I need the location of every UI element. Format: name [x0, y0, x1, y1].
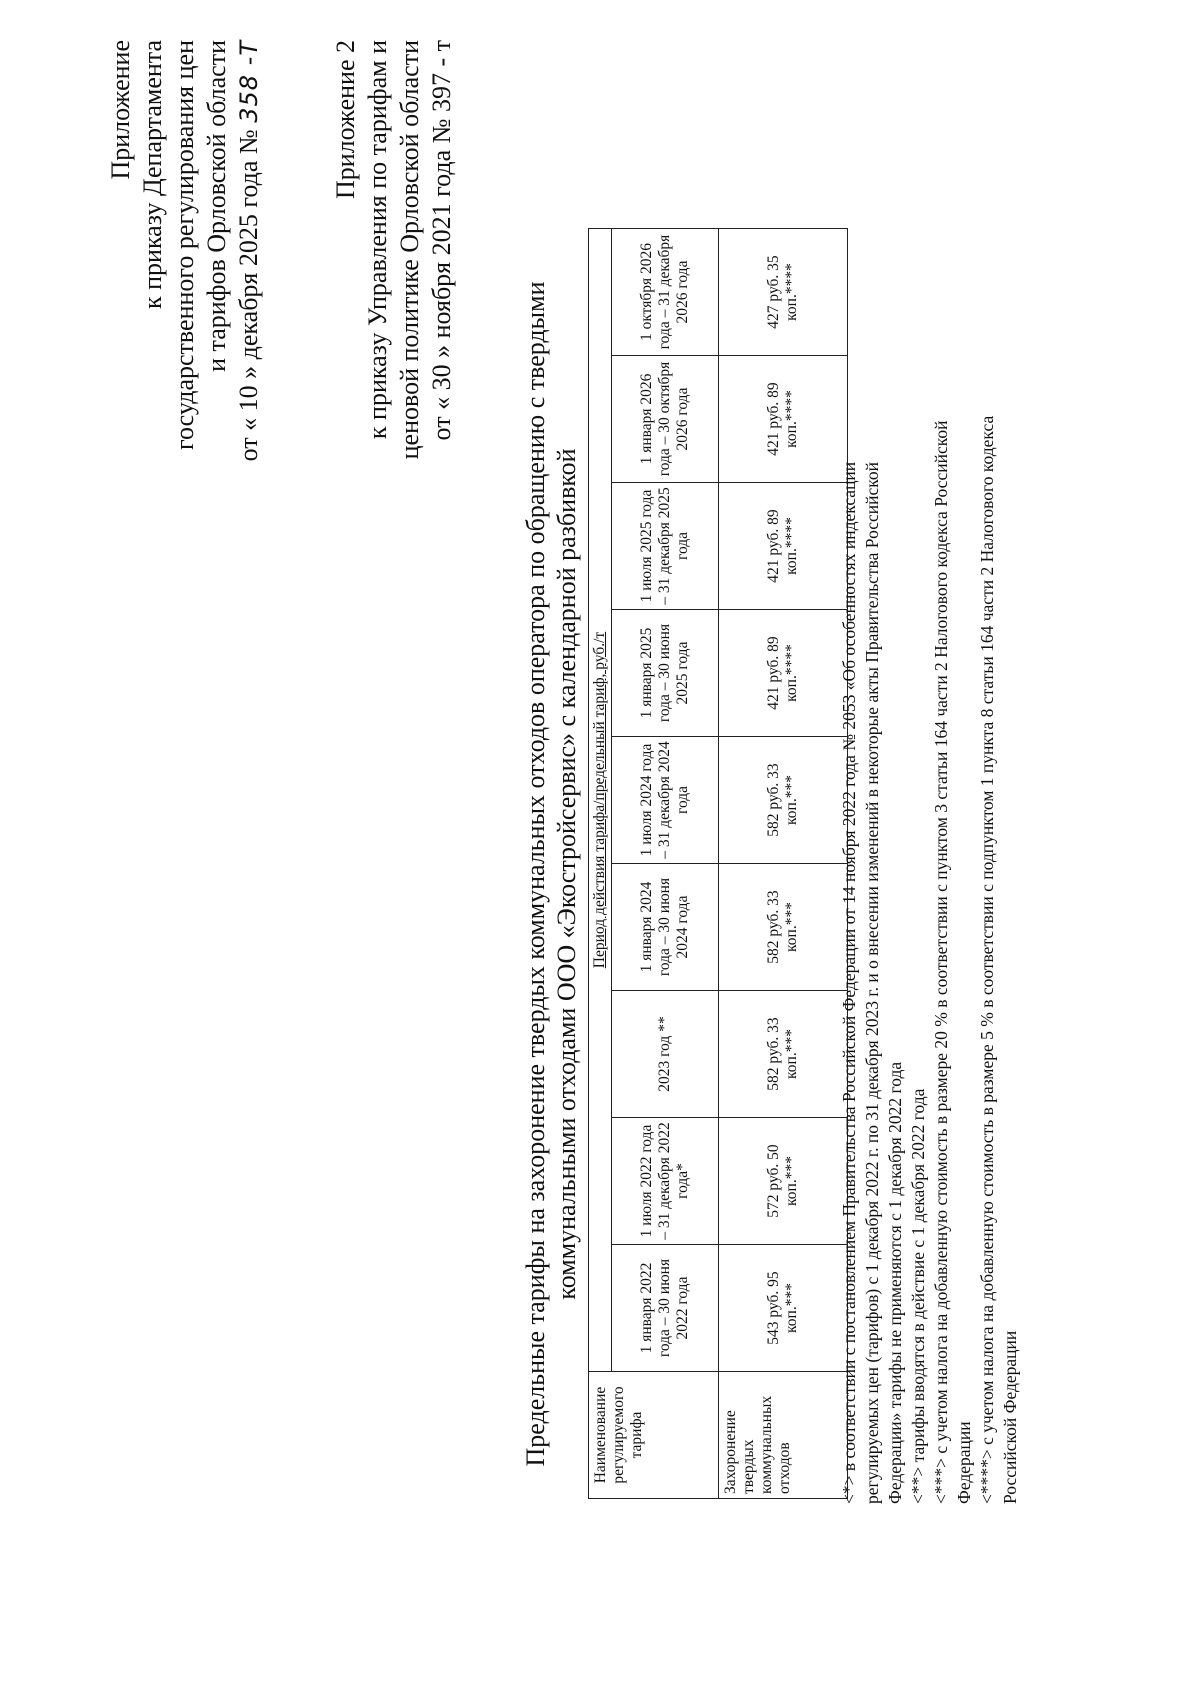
title-line-1: Предельные тарифы на захоронение твердых коммунальных отходов оператора по обращению с твердыми	[521, 281, 550, 1467]
tariff-value-cell: 421 руб. 89 коп.****	[719, 483, 848, 610]
appendix-2-line: от « 30 » ноября 2021 года № 397 - т	[427, 40, 456, 441]
period-column-header: 1 января 2024 года – 30 июня 2024 года	[612, 864, 719, 991]
appendix-2-line: к приказу Управления по тарифам и	[363, 40, 392, 440]
period-column-header: 1 июля 2022 года – 31 декабря 2022 года*	[612, 1118, 719, 1245]
appendix-1-header	[105, 40, 265, 461]
footnote-line: <****> с учетом налога на добавленную стоимость в размере 5 % в соответствии с подпунктом 1 пункта 8 статьи 164 части 2 Налогового кодекса	[977, 415, 997, 1504]
tariff-value-cell: 543 руб. 95 коп.***	[719, 1245, 848, 1372]
appendix-1-line: государственного регулирования цен	[170, 40, 199, 450]
appendix-2-line: ценовой политике Орловской области	[395, 40, 424, 460]
tariff-value-cell: 582 руб. 33 коп.***	[719, 737, 848, 864]
tariff-value-cell: 427 руб. 35 коп.****	[719, 229, 848, 356]
document-title	[520, 204, 582, 1544]
period-column-header: 1 октября 2026 года – 31 декабря 2026 года	[612, 229, 719, 356]
appendix-1-date: от « 10 » декабря 2025 года №	[234, 129, 263, 462]
appendix-1-date-line	[233, 40, 265, 461]
appendix-1-line: к приказу Департамента	[138, 40, 167, 310]
period-header: Период действия тарифа/предельный тариф, руб./т	[589, 229, 612, 1372]
period-column-header: 2023 год **	[612, 991, 719, 1118]
footnote-line: регулируемых цен (тарифов) с 1 декабря 2022 г. по 31 декабря 2023 г. и о внесении изменений в некоторые акты Правительства Российской	[862, 461, 882, 1504]
footnote-line: Федерации» тарифы не применяются с 1 декабря 2022 года	[885, 1061, 905, 1504]
footnote-line: <**> тарифы вводятся в действие с 1 декабря 2022 года	[908, 1088, 928, 1504]
footnote-line: <***> с учетом налога на добавленную стоимость в размере 20 % в соответствии с пунктом 3 статьи 164 части 2 Налогового кодекса Российской	[931, 420, 951, 1504]
handwritten-order-number: 358 -Т	[235, 40, 263, 123]
period-column-header: 1 января 2026 года – 30 октября 2026 года	[612, 356, 719, 483]
name-column-header: Наименование регулируемого тарифа	[589, 1372, 719, 1499]
footnote-line: Российской Федерации	[1000, 1330, 1020, 1504]
tariff-value-cell: 421 руб. 89 коп.****	[719, 356, 848, 483]
tariff-table	[588, 228, 848, 1499]
period-column-header: 1 января 2022 года – 30 июня 2022 года	[612, 1245, 719, 1372]
appendix-2-header	[330, 40, 458, 459]
table-header-row	[589, 229, 612, 1499]
period-column-header: 1 января 2025 года – 30 июня 2025 года	[612, 610, 719, 737]
appendix-2-line: Приложение 2	[331, 40, 360, 200]
appendix-1-line: и тарифов Орловской области	[202, 40, 231, 372]
tariff-value-cell: 582 руб. 33 коп.***	[719, 864, 848, 991]
period-column-header: 1 июля 2024 года – 31 декабря 2024 года	[612, 737, 719, 864]
footnote-line: Федерации	[954, 1421, 974, 1504]
table-period-row	[612, 229, 719, 1499]
title-line-2: коммунальными отходами ООО «Экостройсервис» с календарной разбивкой	[552, 448, 581, 1300]
appendix-1-line: Приложение	[106, 40, 135, 180]
tariff-value-cell: 421 руб. 89 коп.****	[719, 610, 848, 737]
footnotes	[838, 144, 1022, 1504]
tariff-name-cell: Захоронение твердых коммунальных отходов	[719, 1372, 848, 1499]
table-row	[719, 229, 848, 1499]
footnote-line: <*> в соответствии с постановлением Правительства Российской Федерации от 14 ноября 2022 года № 2053 «Об особенностях индексации	[839, 461, 859, 1504]
tariff-value-cell: 572 руб. 50 коп.***	[719, 1118, 848, 1245]
period-column-header: 1 июля 2025 года – 31 декабря 2025 года	[612, 483, 719, 610]
tariff-value-cell: 582 руб. 33 коп.***	[719, 991, 848, 1118]
